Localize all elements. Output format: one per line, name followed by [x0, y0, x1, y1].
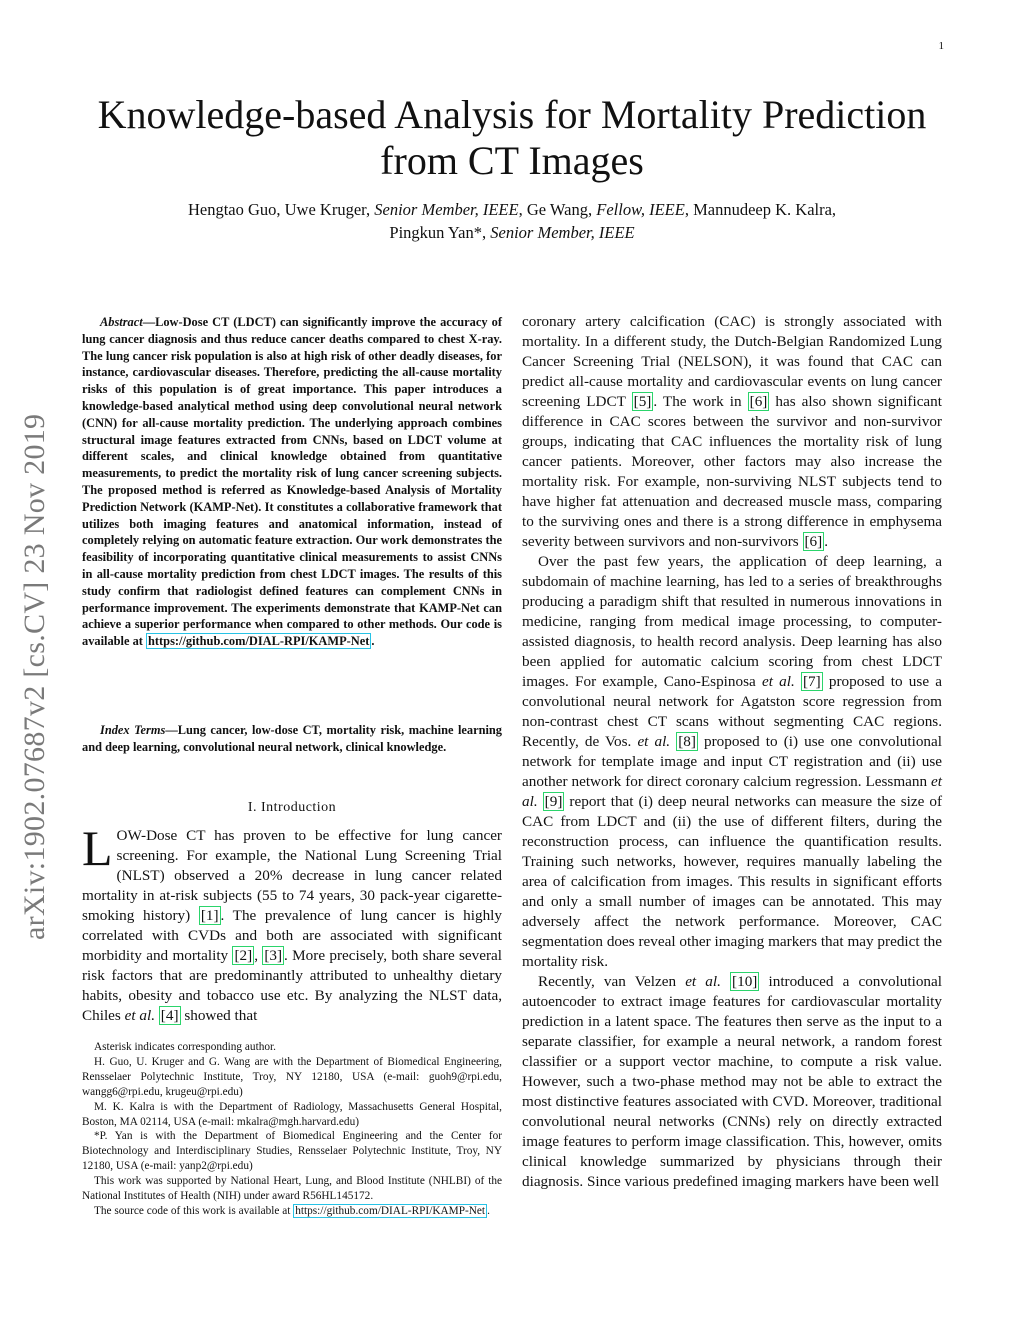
- citation-link[interactable]: [4]: [160, 1007, 179, 1024]
- abstract-end: .: [371, 634, 375, 649]
- footnote: H. Guo, U. Kruger and G. Wang are with the Department of Biomedical Engineering, Rensselaer Polytechnic Institute, Troy, NY 12180, USA (e-mail: guoh9@rpi.edu, wangg6@rpi.edu, krugeu@rpi.edu): [82, 1055, 502, 1098]
- body-text: coronary artery calcification (CAC) is strongly associated with mortality. In a different study, the Dutch-Belgian Randomized Lung Cancer Screening Trial (NELSON), it was found that CAC can predict all-cause mortality and cardiovascular events on lung cancer screening LDCT: [522, 313, 942, 410]
- et-al: et al.: [522, 773, 942, 810]
- arxiv-identifier: arXiv:1902.07687v2 [cs.CV] 23 Nov 2019: [18, 413, 51, 940]
- body-text: Over the past few years, the application of deep learning, a subdomain of machine learning, has led to a series of breakthroughs producing a paradigm shift that resulted in numerous innovations in medicine, ranging from medical image processing, to computer-assisted diagnosis, to health record analysis. Deep learning has also been applied for automatic calcium scoring from chest LDCT images. For example, Cano-Espinosa: [522, 553, 942, 690]
- et-al: et al.: [685, 973, 721, 990]
- author-text: , Ge Wang,: [518, 200, 593, 219]
- citation-link[interactable]: [2]: [234, 947, 253, 964]
- abstract-text: —Low-Dose CT (LDCT) can significantly improve the accuracy of lung cancer diagnosis and thus reduce cancer deaths compared to chest X-ray. The lung cancer risk population is also at high risk of other deadly diseases, for instance, cardiovascular diseases. Therefore, predicting the all-cause mortality risks of this population is of great importance. This paper introduces a knowledge-based analytical method using deep convolutional neural network (CNN) for all-cause mortality prediction. The underlying approach combines structural image features extracted from CNNs, based on LDCT volume at different scales, and clinical knowledge obtained from quantitative measurements, to predict the mortality risk of lung cancer screening subjects. The proposed method is referred as Knowledge-based Analysis of Mortality Prediction Network (KAMP-Net). It constitutes a collaborative framework that utilizes both imaging features and anatomical information, instead of completely relying on automatic feature extraction. Our work demonstrates the feasibility of incorporating quantitative clinical measurements to assist CNNs in all-cause mortality prediction from chest LDCT images. The results of this study confirm that radiologist defined features can complement CNNs in performance improvement. The experiments demonstrate that KAMP-Net can achieve a superior performance when compared to other methods. Our code is available at: [82, 315, 502, 649]
- body-paragraph: [522, 552, 942, 972]
- index-terms-text: —Lung cancer, low-dose CT, mortality risk, machine learning and deep learning, convolutional neural network, clinical knowledge.: [82, 723, 502, 754]
- body-text: proposed to (i) use one convolutional network for template image and input CT registration and (ii) use another network for direct coronary calcium regression. Lessmann: [522, 733, 942, 790]
- et-al: et al.: [124, 1007, 155, 1024]
- body-paragraph: [522, 972, 942, 1192]
- author-text: Pingkun Yan*,: [389, 223, 487, 242]
- body-text: [721, 973, 730, 990]
- citation-link[interactable]: [10]: [732, 973, 758, 990]
- drop-cap: L: [82, 820, 113, 876]
- body-text: proposed to use a convolutional neural network for Agatston score regression from non-contrast chest CT scans without segmenting CAC regions. Recently, de Vos.: [522, 673, 943, 750]
- footnote: This work was supported by National Heart, Lung, and Blood Institute (NHLBI) of the National Institutes of Health (NIH) under award R56HL145172.: [82, 1175, 502, 1203]
- citation-link[interactable]: [8]: [678, 733, 696, 750]
- body-paragraph: [522, 312, 942, 552]
- citation-link[interactable]: [6]: [749, 393, 768, 410]
- body-text: Recently, van Velzen: [538, 973, 686, 990]
- source-code-link[interactable]: https://github.com/DIAL-RPI/KAMP-Net: [295, 1204, 486, 1217]
- body-text: .: [824, 533, 829, 550]
- body-text: has also shown significant difference in CAC scores between the survivor and non-survivor groups, indicating that CAC influences the mortality risk of lung cancer patients. Moreover, other factors may also increase the mortality risk. For example, non-surviving NLST subjects tend to have higher fat attenuation and decreased muscle mass, comparing to the surviving ones and there is a strong difference in emphysema severity between survivors and non-survivors: [522, 393, 942, 550]
- page-number: 1: [938, 40, 944, 52]
- author-text: Hengtao Guo, Uwe Kruger,: [187, 200, 371, 219]
- author-role: Fellow, IEEE: [596, 200, 685, 219]
- et-al: et al.: [761, 673, 795, 690]
- author-list: [110, 198, 914, 244]
- intro-text: . The prevalence of lung cancer is highly correlated with CVDs and both are associated with significant morbidity and mortality: [82, 907, 502, 964]
- author-role: Senior Member, IEEE: [490, 223, 635, 242]
- footnotes: [82, 1040, 502, 1219]
- paper-title: Knowledge-based Analysis for Mortality Prediction from CT Images: [97, 92, 927, 183]
- body-text: [538, 793, 543, 810]
- code-link[interactable]: https://github.com/DIAL-RPI/KAMP-Net: [148, 634, 370, 649]
- footnote: M. K. Kalra is with the Department of Radiology, Massachusetts General Hospital, Boston, MA 02114, USA (e-mail: mkalra@mgh.harvard.edu): [82, 1100, 502, 1128]
- author-text: , Mannudeep K. Kalra,: [684, 200, 837, 219]
- index-terms: [82, 722, 502, 756]
- intro-text: . More precisely, both share several risk factors that are predominantly attributed to unhealthy dietary habits, obesity and tobacco use etc. By analyzing the NLST data, Chiles: [82, 947, 503, 1024]
- body-text: introduced a convolutional autoencoder to extract image features for cardiovascular mortality prediction in a latent space. The features then serve as the input to a separate classifier, for example a neural network, a random forest classifier or a support vector machine, to compute a risk value. However, such a two-phase method may not be able to extract the most distinctive features associated with CVD. Moreover, traditional convolutional neural networks (CNNs) rely on directly extracted image features to perform image classification. This, however, omits clinical knowledge summarized by physicians through their diagnosis. Since various predefined imaging markers have been well: [522, 973, 942, 1190]
- footnote: Asterisk indicates corresponding author.: [94, 1041, 276, 1053]
- citation-link[interactable]: [7]: [802, 673, 821, 690]
- body-text: . The work in: [653, 393, 748, 410]
- footnote: [82, 1204, 502, 1219]
- abstract-label: Abstract: [100, 315, 143, 329]
- citation-link[interactable]: [1]: [200, 907, 219, 924]
- introduction-paragraph: [82, 820, 503, 1026]
- body-text: report that (i) deep neural networks can measure the size of CAC from LDCT and (ii) the use of different filters, during the reconstruction process, can influence the quantification results. Training such networks, however, requires manually labeling the area of calcification from images. This results in significant efforts and only a small number of images can be annotated. This may adversely affect the network performance. Moreover, CAC segmentation does reveal other imaging markers that may predict the mortality risk.: [522, 793, 943, 970]
- intro-text: OW-Dose CT has proven to be effective for lung cancer screening. For example, the National Lung Screening Trial (NLST) observed a 20% decrease in lung cancer related mortality in at-risk subjects (55 to 74 years, 30 pack-year cigarette-smoking history): [82, 827, 502, 924]
- section-heading: I. Introduction: [247, 800, 337, 815]
- footnote: *P. Yan is with the Department of Biomedical Engineering and the Center for Biotechnology and Interdisciplinary Studies, Rensselaer Polytechnic Institute, Troy, NY 12180, USA (e-mail: yanp2@rpi.edu): [82, 1130, 502, 1173]
- intro-text: ,: [254, 947, 263, 964]
- abstract: [82, 314, 502, 650]
- et-al: et al.: [637, 733, 671, 750]
- index-terms-label: Index Terms: [100, 723, 166, 737]
- citation-link[interactable]: [6]: [804, 533, 823, 550]
- citation-link[interactable]: [5]: [633, 393, 652, 410]
- right-column: [522, 312, 942, 1192]
- citation-link[interactable]: [9]: [544, 793, 563, 810]
- citation-link[interactable]: [3]: [264, 947, 283, 964]
- footnote-end: .: [487, 1204, 490, 1217]
- footnote-text: The source code of this work is available at: [94, 1204, 294, 1217]
- intro-text: showed that: [180, 1007, 258, 1024]
- author-role: Senior Member, IEEE: [374, 200, 519, 219]
